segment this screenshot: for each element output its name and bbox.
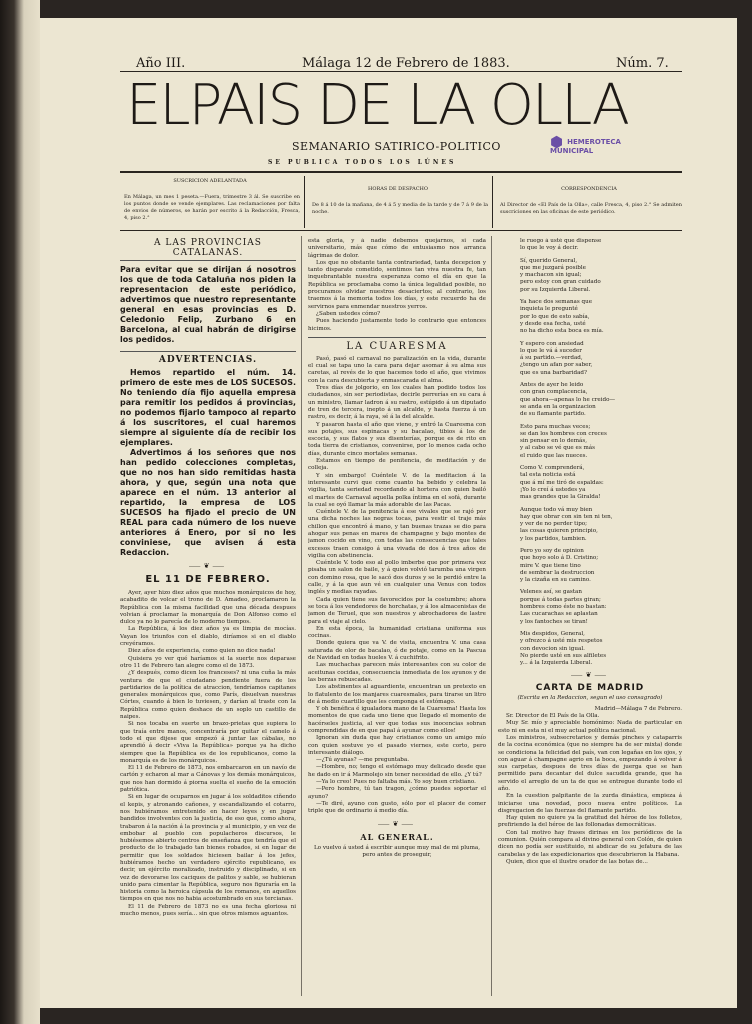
col2-paragraph-4: Pues haciendo justamente todo lo contrario que entonces hicimos. [308, 318, 486, 332]
ornament-2: ⸺❦⸺ [377, 819, 417, 828]
ornament-3: ⸺❦⸺ [570, 671, 610, 680]
febrero-paragraph-3: Diez años de experiencia, como quien no dice nada! [128, 648, 276, 655]
stamp-line2: MUNICIPAL [550, 147, 594, 155]
text-advertencia-2: Advertimos á los señores que nos han pedido colecciones completas, que no nos han sido remitidas hasta ahora, y que, según una nota que aparece en el núm. 13 anterior al repartido, la empresa de LOS SUCESOS ha fijado el precio de UN REAL para cada número de los nueve anteriores á Enero, por si no les conviniese, que avisen á esta Redaccion. [120, 448, 296, 557]
poem-line: y ofrezco á usté mis respetos [520, 638, 603, 645]
office-title: HORAS DE DESPACHO [368, 186, 428, 192]
cuaresma-paragraph-13: Y oh benéfica é igualadora mano de la Cuaresma! Hasta los momentos de que cada uno tiene que llegado el momento de hacérseles justicia, al ver que todas sus inocencias sobran comprendidas de en que papal á ayunar como ellos! [308, 706, 486, 734]
poem-line: y desde esa fecha, usté [520, 320, 586, 327]
poem-line: Pero yo soy de opinion [520, 547, 584, 554]
poem-line: que hoyo solo á D. Cristino; [520, 555, 599, 562]
carta-salutation: Sr. Director de El País de la Olla. [506, 713, 600, 720]
column-divider-1 [301, 236, 302, 996]
poem-line: el ruido que las nueces. [520, 452, 588, 459]
column-divider-2 [491, 236, 492, 996]
poem-line: sin pensar en lo demás, [520, 438, 587, 445]
subscription-text: En Málaga, un mes 1 peseta.—Fuera, trimestre 3 ál. Se suscribe en los puntos donde se vende ejemplares. Las reclamaciones por falta de envios de números, se harán por escrito á la Redacción, Fresca, 4, piso 2.° [124, 194, 300, 221]
masthead-rule [120, 171, 682, 173]
poem-line: con gran complacencia, [520, 389, 588, 396]
info-divider-1 [304, 176, 305, 228]
cuaresma-paragraph-1: Pasó, pasó el carnaval no paralización en la vida, durante el cual se tapa uno la cara para dejar asomar á su alma sus caretas, al revés de lo que hacemos todo el año, que vivimos con la cara descubierta y enmascarada el alma. [308, 355, 486, 384]
cuaresma-paragraph-6: Cuéntele V. de la penitencia á ese vivales que se rajó por una dicha noches las negras tocas, para vestir el traje más chillon que encontró á mano, y tan buenas trazas se dio para ahogar sus penas en mares de champagne y bajo montes de jamon cocido en vino, con todas las consecuencias que tales excesos traen consigo á una vivada de dos á tres años de vigilia con abstinencia. [308, 509, 486, 559]
cuaresma-paragraph-9: En esta época, la humanidad cristiana uniforma sus cocinas. [308, 625, 486, 640]
poem-line: lo que le vá á suceder [520, 347, 582, 354]
library-stamp [550, 133, 621, 156]
cuaresma-paragraph-17: —Ya lo creo! Pues no faltaba más. Yo soy buen cristiano. [316, 779, 476, 786]
section-title-febrero: EL 11 DE FEBRERO. [145, 574, 271, 585]
poem-line: Mis despidos, General, [520, 630, 585, 637]
poem-line: Las cucarachas se aplastan [520, 611, 598, 618]
col2-paragraph-3: ¿Saben ustedes cómo? [316, 310, 381, 317]
issue-number: Núm. 7. [616, 56, 669, 71]
cuaresma-paragraph-4: Estamos en tiempo de penitencia, de meditación y de colleja. [308, 458, 486, 472]
general-verse-1: Lo vuelvo á usted á escribir aunque muy mal de mi pluma, pero antes de proseguir, [313, 844, 481, 858]
poem-line: y machacon sin igual; [520, 272, 582, 279]
info-bottom-rule [120, 230, 682, 231]
section-title-advertencias: ADVERTENCIAS. [120, 351, 296, 365]
cuaresma-paragraph-3: Y pasaron hasta el año que viene, y entró la Cuaresma con sus potajes, sus espinacas y su bacalao, tibios á los de escocia, y sus flatos y sus disenterías, porque es de rito en toda tierra de cristianos, convenirse, por lo menos cada ocho días, durante cinco mortales semanas. [308, 421, 486, 457]
carta-paragraph-3: En la cuestion palpitante de la zurda dinástica, empieza á iniciarse una novedad, poco nueva entre políticos. La disgregacion de las fuerzas del flamante partido. [498, 793, 682, 814]
poem-line: porque á todas partes giran; [520, 596, 601, 603]
poem-line: que es una barbaridad? [520, 369, 588, 376]
poem-line: que á mí me tiró de espaldas: [520, 479, 604, 486]
poem-line: que ahora—apenas lo he creido— [520, 396, 616, 403]
cuaresma-paragraph-10: Donde quiera que va V. de visita, encuentra V. una casa saturada de olor de bacalao, ó de potaje, como en la Pascua de Navidad en todas hueles V. á cuchifrito. [308, 640, 486, 662]
mail-title: CORRESPONDENCIA [561, 186, 617, 192]
poem-line: de sembrar la destruccion [520, 569, 595, 576]
poem-line: Ya hace dos semanas que [520, 299, 593, 306]
poem-line: á su partido.—verdad, [520, 355, 583, 362]
issue-year: Año III. [136, 56, 186, 71]
poem-line: hay que obrar con sin ten ni ten, [520, 513, 613, 520]
cuaresma-paragraph-5: Y sin embargo! Cuéntele V. de la meditacion á la interesante curvi que come cuanto ha bebido y celebra la vigilia, tanta seriedad recordando al hortera con quien bailó el martes de Carnaval aquella polka íntima en el sofá, durante la cual se oyó llamar la más adorable de las Pacas. [308, 472, 486, 508]
poem-line: ¡Yo lo creí á ustedes ya [520, 486, 586, 493]
masthead-title: ELPAIS DE LA OLLA [126, 73, 628, 138]
ornament: ⸺❦⸺ [188, 562, 228, 570]
poem-line: y ver de no perder tipo; [520, 521, 588, 528]
poem-line: mas grandes que la Giralda! [520, 494, 601, 501]
cuaresma-paragraph-18: —Pero hombre, tú tan tragon, ¿cómo puedes soportar el ayuno? [308, 786, 486, 800]
febrero-paragraph-9: El 11 de Febrero de 1873 no es una fecha gloriosa ni mucho menos, pues sería... sin que otros mismos aguantos. [120, 903, 296, 918]
poem-line: por lo que de esto sabía, [520, 313, 590, 320]
dateline: Málaga 12 de Febrero de 1883. [302, 56, 510, 71]
febrero-paragraph-8: Si en lugar de ocuparnos en jugar á los soldaditos ciñendo el kepis, y atronando cañones, y escandalizando el cotarro, nos hubiéramos entretenido en hacer leyes y en jugar bandidos involventes con la justicia, de eso que, como ahora, trabaron á la nación á la provincia y al municipio, y en vez de embobar al pueblo con populacheros discursos, le hubiésemos abierto centros de enseñanza que tendría que el producto de lo trabajado tan bienes robados, si en lugar de permitir que los soldados hiciesen bailar á los jefes, hubiéramos hecho un verdadero ejército republicano, es decir, un ejército moralizado, instruido y disciplinado, si en vez de devorarse los caciques de palitos y sable, se hubieran unido para cimentar la República, seguro nos figuraría en la historia como la heroica cápsula de los romanos, en aquellos tiempos en que nos no habia acostumbrado en sus tercianas. [120, 794, 296, 903]
publication-note: SE PUBLICA TODOS LOS LÚNES [268, 159, 457, 166]
carta-paragraph-6: Quien, dice que el ilustre orador de las botas de... [506, 858, 648, 865]
poem-line: hombres como éste no bastan: [520, 604, 607, 611]
carta-paragraph-5: Con tal motivo hay frases dirinas en los periódicos de la comunion. Quién compara al divino general con Colón, de quien dicen no podía ser sustituido, ni abdicar de su jefatura de las carabelas y de las expedicionarios que descubrieron la Habana. [498, 829, 682, 858]
header-rule [120, 71, 682, 72]
febrero-paragraph-2: La República, á los diez años ya es limpia de mocías. Vayan los triunfos con el diablo, diríamos si en el diablo creyéramos. [120, 626, 296, 648]
poem-line: Velenes así, se gastan [520, 589, 582, 596]
poem-line: las cosas quieren principio, [520, 528, 598, 535]
section-title-provincias: Á LAS PROVINCIAS CATALANAS. [120, 238, 296, 261]
book-binding [0, 0, 40, 1024]
poem-line: y los partidos, tambien. [520, 535, 587, 542]
cuaresma-paragraph-2: Tres días de jolgorio, en los cuales han podido todos los ciudadanos, sin ser periodistas, decirle perrerías en su cara á un ministro, llamar ladron á su rastro, estúpido á un diputado de tren de tercera, inepto á un alcalde, y hasta fuerza á un rastro, es decir, á la raya, sé á la del alcalde. [308, 385, 486, 421]
poem-line: y la cizaña en su camino. [520, 577, 591, 584]
poem-line: y los fantoches se tiran! [520, 618, 588, 625]
cuaresma-paragraph-15: —¿Tú ayunas? —me preguntaba. [316, 757, 410, 764]
stamp-seal-icon: ⬢ [550, 133, 564, 151]
poem-line: pero estoy con gran cuidado [520, 279, 601, 286]
text-advertencia-1: Hemos repartido el núm. 14. primero de este mes de LOS SUCESOS. No teniendo día fijo aquella empresa para remitir los pedidos á provincias, no podemos fijarlo tampoco al reparto á los suscritores, el cual haremos siempre al siguiente día de recibir los ejemplares. [120, 368, 296, 447]
poem-line: que me juzgará posible [520, 264, 586, 271]
poem-line: Como V. comprenderá, [520, 465, 585, 472]
poem-line: lo que le voy á decir. [520, 245, 579, 252]
poem-line: Y espero con ansiedad [520, 340, 584, 347]
section-title-general: AL GENERAL. [360, 831, 434, 842]
poem-line: ¿tengo un afan por saber, [520, 362, 593, 369]
text-provincias: Para evitar que se dirijan á nosotros los que de toda Cataluña nos piden la representacion de este periódico, advertimos que nuestro representante general en esas provincias es D. Celedonio Felip, Zurbano 6 en Barcelona, al cual habrán de dirigirse los pedidos. [120, 265, 296, 344]
general-poem [498, 238, 682, 667]
cuaresma-paragraph-11: Las muchachas parecen más interesantes con su color de aceitunas cocidas, consecuencia inmediata de los ayunos y de las berzas rebuscadas. [308, 662, 486, 683]
cuaresma-paragraph-12: Los abstinentes al aguardiente, encuentran un pretexto en lo flatulento de los manjares cuaresmales, para tirarse un litro de á medio cuartillo que les componga el estómago. [308, 684, 486, 705]
carta-note: (Escrita en la Redaccion, segun el uso consagrado) [517, 695, 663, 702]
column-2 [308, 238, 486, 1000]
febrero-paragraph-6: Si nos tocaba en suerte un brazo-prietas que supiera lo que traía entre manos, concentraría por quitar el camelo á todo el que dijese que empezó á juntar las cábalas, no aprendió á decir «Viva la República» porque ya ha dicho siempre que la República es de los republicanos, como la monarquía es de los monárquicos. [120, 721, 296, 764]
carta-paragraph-4: Hay quien no quiere ya la gratitud del héroe de los folletos, prefiriendo la del héroe de las follonadas democráticas. [498, 815, 682, 829]
poem-line: no ha dicho esta boca es mía. [520, 328, 604, 335]
febrero-paragraph-7: El 11 de Febrero de 1873, nos embarcaron en un navío de cartón y echaron al mar a Cánovas y los demás monárquicos, que nos han dormido á piorna suelta el sueño de la emoción patriótica. [120, 765, 296, 794]
cuaresma-paragraph-8: Cada quien tiene sus favorecidos por la costumbre; ahora se toca á los vendedores de horchatas, y á los almacenistas de jamon de Teruel, que son nuestros y abrochadores de lastre para el viaje al cielo. [308, 596, 486, 625]
poem-line: No pierde usté en sus alfiletes [520, 652, 607, 659]
febrero-paragraph-5: ¿Y después, como dicen los franceses? ni una cuña la más ventura de que el ciudadano pendiente fuera de los partidarios de la política de atraccion, tendríamos capitanes generales monárquicos que, como París, disuelvan nuestras Córtes, cuando á bien lo tuviesen, y darían al traste con la República como quien deshace de un soplo un castillo de naipes. [120, 670, 296, 721]
poem-line: y... á la Izquierda Liberal. [520, 660, 593, 667]
info-divider-2 [492, 176, 493, 228]
carta-paragraph-1: Muy Sr. mío y apreciable homónimo: Nada de particular en esto ni en esta ni el muy actual política nacional. [498, 720, 682, 734]
cuaresma-paragraph-16: —Hombre, no; tengo el estómago muy delicado desde que he dado en ir á Marmolejo sin tener necesidad de ello. ¿Y tú? [308, 764, 486, 778]
carta-dateline: Madrid—Málaga 7 de Febrero. [594, 705, 682, 712]
poem-line: inquieta le pregunté [520, 306, 578, 313]
col2-paragraph-2: Los que no obstante tanta contrariedad, tanta decepcion y tanto disparate cometido, sentimos tan viva nuestra fe, tan inquebrantable nuestra esperanza como el día en que la República se proclamaba como la única legalidad posible, no procuramos olvidar nuestros desaciertos; al contrario, los traemos á la memoria todos los días, y este recuerdo ha de servirnos para enmendar nuestros yerros. [308, 259, 486, 310]
poem-line: y al cabo se vé que es más [520, 445, 595, 452]
febrero-paragraph-4: Quisiera yo ver qué haríamos si la suerte nos deparase otro 11 de Febrero tan alegre como el de 1873. [120, 655, 296, 669]
mail-text: Al Director de «El País de la Olla», calle Fresca, 4, piso 2.° Se admiten suscriciones en las oficinas de este periódico. [500, 202, 682, 215]
subscription-title: SUSCRICION ADELANTADA [173, 178, 247, 184]
poem-line: de su flamante partido. [520, 411, 586, 418]
poem-line: Esto para muchas veces; [520, 423, 591, 430]
poem-line: Aunque todo vá muy bien [520, 506, 593, 513]
poem-line: con devocion sin igual. [520, 645, 585, 652]
febrero-paragraph-1: Ayer, ayer hizo diez años que muchos monárquicos de hoy, acabadito de volcar el trono de D. Amadeo, proclamaron la República con la misma facilidad que una década despues volvian á proclamar la monarquía de Don Alfonso como el dulce ya no lo parecía de lo moderno tiempos. [120, 590, 296, 626]
poem-line: le ruego á usté que dispense [520, 238, 602, 244]
poem-line: se anda en la organizacion [520, 403, 596, 410]
poem-line: se dan los hombres con creces [520, 430, 607, 437]
cuaresma-paragraph-7: Cuéntele V. todo eso al pollo imberbe que por primera vez pisaba un salon de baile, y á quien volvió tarumba una virgen con domino rosa, que le sacó dos duros y se le perdió entre la calle, y á la que aun vé en cualquier una Venus con todos inglés y medias rayadas. [308, 560, 486, 596]
poem-line: por su Izquierda Liberal. [520, 286, 591, 293]
section-title-carta: CARTA DE MADRID [535, 683, 645, 694]
column-1 [120, 238, 296, 1000]
poem-line: Antes de ayer he leido [520, 382, 584, 389]
carta-paragraph-2: Los ministros, subsecretarios y demás pinches y cataparris de la cocina económica (que no siempre ha de ser mixta) donde se condiciona la felicidad del país, van con legañas en los ojos, y con aguar á champagne agrio en la boca, empezando á volver á sus carpetas, despues de tres días de juerga que se han permitido para decantar del dulce sacudida grande, que ha servido el arreglo de un ta de que se entregue durante todo el año. [498, 734, 682, 792]
poem-line: tal esta noticia está [520, 472, 576, 479]
office-text: De 8 á 10 de la mañana, de 4 á 5 y media de la tarde y de 7 á 9 de la noche. [312, 202, 488, 215]
newspaper-page [40, 18, 737, 1008]
col2-paragraph-1: esta gloria, y á nadie debemos quejarnos, si cada universitario, más que cómo de entusiasmo nos arranca lágrimas de dolor. [308, 238, 486, 259]
cuaresma-paragraph-14: Ignoran sin duda que hay cristianos como un amigo mío con quien sostuve yo el pasado viernes, este corto, pero interesante diálogo. [308, 735, 486, 756]
poem-line: mire V. que tiene tino [520, 562, 581, 569]
poem-line: Sí, querido General, [520, 257, 578, 264]
cuaresma-paragraph-19: —Te diré, ayuno con gusto, sólo por el placer de comer triple que de ordinario á medio día. [308, 800, 486, 815]
section-title-cuaresma: LA CUARESMA [308, 337, 486, 352]
column-3 [498, 238, 682, 1000]
subtitle: SEMANARIO SATIRICO-POLITICO [292, 140, 501, 153]
stamp-line1: HEMEROTECA [567, 138, 621, 146]
